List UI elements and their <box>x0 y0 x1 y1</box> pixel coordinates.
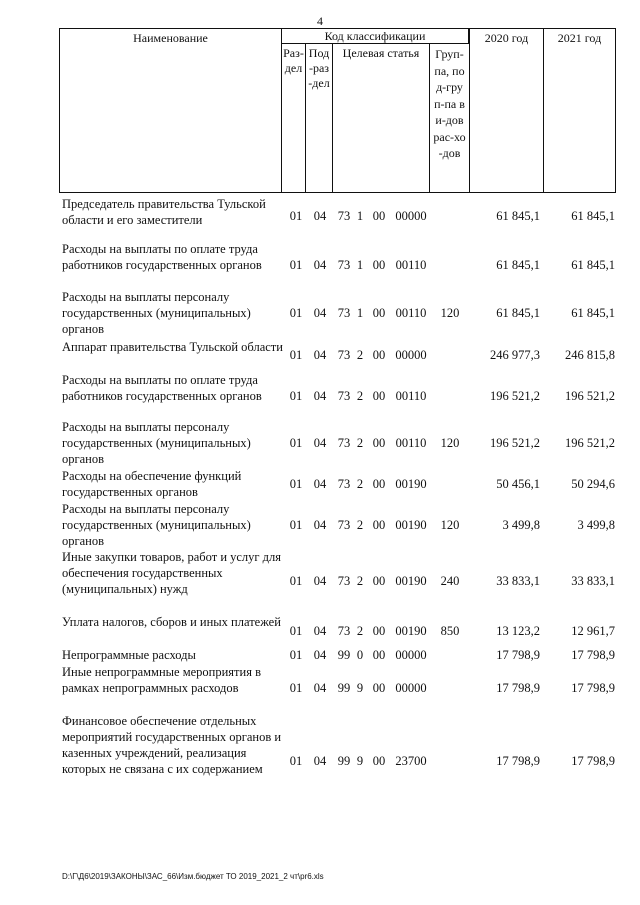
value-2020-cell: 3 499,8 <box>502 518 540 532</box>
target-direction-cell: 23700 <box>395 754 427 768</box>
target-direction-cell: 00190 <box>395 574 427 588</box>
target-program-cell: 99 <box>337 754 351 768</box>
target-measure-cell: 00 <box>372 436 386 450</box>
podrazdel-cell: 04 <box>313 348 327 362</box>
razdel-cell: 01 <box>289 681 303 695</box>
razdel-cell: 01 <box>289 648 303 662</box>
target-program-cell: 73 <box>337 348 351 362</box>
value-2020-cell: 17 798,9 <box>496 754 540 768</box>
header-vid: Груп-па, под-груп-па ви-дов рас-хо-дов <box>433 47 466 160</box>
value-2021-cell: 196 521,2 <box>565 436 615 450</box>
row-name: Расходы на выплаты персоналу государственных (муниципальных) органов <box>62 502 251 548</box>
header-name: Наименование <box>133 31 208 45</box>
vid-cell: 120 <box>440 518 460 532</box>
podrazdel-cell: 04 <box>313 306 327 320</box>
target-subprogram-cell: 2 <box>356 574 364 588</box>
razdel-cell: 01 <box>289 624 303 638</box>
razdel-cell: 01 <box>289 258 303 272</box>
header-2021-cell <box>543 28 616 193</box>
razdel-cell: 01 <box>289 436 303 450</box>
header-target-cell <box>332 43 430 193</box>
value-2021-cell: 17 798,9 <box>571 754 615 768</box>
target-measure-cell: 00 <box>372 209 386 223</box>
header-razdel: Раз-дел <box>283 46 304 75</box>
target-measure-cell: 00 <box>372 648 386 662</box>
target-measure-cell: 00 <box>372 306 386 320</box>
target-subprogram-cell: 2 <box>356 436 364 450</box>
target-program-cell: 73 <box>337 624 351 638</box>
row-name: Председатель правительства Тульской области и его заместители <box>62 197 266 227</box>
target-subprogram-cell: 9 <box>356 754 364 768</box>
target-direction-cell: 00110 <box>395 258 427 272</box>
value-2020-cell: 246 977,3 <box>490 348 540 362</box>
value-2020-cell: 17 798,9 <box>496 681 540 695</box>
header-2020: 2020 год <box>484 31 529 45</box>
target-subprogram-cell: 2 <box>356 518 364 532</box>
value-2021-cell: 61 845,1 <box>571 306 615 320</box>
row-name: Иные закупки товаров, работ и услуг для обеспечения государственных (муниципальных) нужд <box>62 550 282 596</box>
value-2020-cell: 61 845,1 <box>496 306 540 320</box>
target-direction-cell: 00110 <box>395 436 427 450</box>
target-direction-cell: 00110 <box>395 306 427 320</box>
value-2020-cell: 196 521,2 <box>490 436 540 450</box>
target-measure-cell: 00 <box>372 389 386 403</box>
header-vid-cell <box>429 43 470 193</box>
target-subprogram-cell: 1 <box>356 258 364 272</box>
razdel-cell: 01 <box>289 306 303 320</box>
target-subprogram-cell: 1 <box>356 306 364 320</box>
row-name: Расходы на выплаты персоналу государственных (муниципальных) органов <box>62 290 251 336</box>
target-direction-cell: 00110 <box>395 389 427 403</box>
value-2020-cell: 196 521,2 <box>490 389 540 403</box>
target-program-cell: 73 <box>337 209 351 223</box>
target-measure-cell: 00 <box>372 258 386 272</box>
target-subprogram-cell: 2 <box>356 624 364 638</box>
target-measure-cell: 00 <box>372 754 386 768</box>
header-name-cell <box>59 28 282 193</box>
target-program-cell: 73 <box>337 477 351 491</box>
header-2021: 2021 год <box>557 31 602 45</box>
vid-cell: 240 <box>440 574 460 588</box>
row-name: Расходы на обеспечение функций государственных органов <box>62 469 242 499</box>
podrazdel-cell: 04 <box>313 389 327 403</box>
razdel-cell: 01 <box>289 477 303 491</box>
header-podrazdel: Под-раз-дел <box>308 46 330 90</box>
header-2020-cell <box>469 28 544 193</box>
target-program-cell: 99 <box>337 681 351 695</box>
target-direction-cell: 00000 <box>395 348 427 362</box>
razdel-cell: 01 <box>289 348 303 362</box>
value-2021-cell: 196 521,2 <box>565 389 615 403</box>
header-podrazdel-cell <box>305 43 333 193</box>
target-program-cell: 73 <box>337 518 351 532</box>
value-2021-cell: 3 499,8 <box>577 518 615 532</box>
value-2021-cell: 33 833,1 <box>571 574 615 588</box>
value-2020-cell: 61 845,1 <box>496 209 540 223</box>
razdel-cell: 01 <box>289 389 303 403</box>
target-measure-cell: 00 <box>372 624 386 638</box>
row-name: Расходы на выплаты по оплате труда работников государственных органов <box>62 373 262 403</box>
value-2021-cell: 246 815,8 <box>565 348 615 362</box>
vid-cell: 120 <box>440 436 460 450</box>
target-program-cell: 73 <box>337 258 351 272</box>
row-name: Непрограммные расходы <box>62 648 196 662</box>
value-2020-cell: 61 845,1 <box>496 258 540 272</box>
value-2021-cell: 12 961,7 <box>571 624 615 638</box>
target-measure-cell: 00 <box>372 518 386 532</box>
value-2020-cell: 17 798,9 <box>496 648 540 662</box>
podrazdel-cell: 04 <box>313 436 327 450</box>
podrazdel-cell: 04 <box>313 574 327 588</box>
row-name: Иные непрограммные мероприятия в рамках непрограммных расходов <box>62 665 261 695</box>
target-program-cell: 73 <box>337 389 351 403</box>
target-subprogram-cell: 2 <box>356 477 364 491</box>
podrazdel-cell: 04 <box>313 648 327 662</box>
row-name: Аппарат правительства Тульской области <box>62 340 283 354</box>
podrazdel-cell: 04 <box>313 754 327 768</box>
value-2021-cell: 61 845,1 <box>571 258 615 272</box>
target-subprogram-cell: 2 <box>356 389 364 403</box>
target-direction-cell: 00190 <box>395 477 427 491</box>
target-program-cell: 99 <box>337 648 351 662</box>
row-name: Уплата налогов, сборов и иных платежей <box>62 615 281 629</box>
header-code-cell <box>281 28 469 44</box>
row-name: Расходы на выплаты по оплате труда работников государственных органов <box>62 242 262 272</box>
razdel-cell: 01 <box>289 209 303 223</box>
target-measure-cell: 00 <box>372 574 386 588</box>
value-2021-cell: 17 798,9 <box>571 681 615 695</box>
vid-cell: 850 <box>440 624 460 638</box>
target-program-cell: 73 <box>337 436 351 450</box>
target-measure-cell: 00 <box>372 681 386 695</box>
target-subprogram-cell: 0 <box>356 648 364 662</box>
razdel-cell: 01 <box>289 518 303 532</box>
value-2020-cell: 13 123,2 <box>496 624 540 638</box>
razdel-cell: 01 <box>289 574 303 588</box>
vid-cell: 120 <box>440 306 460 320</box>
header-target: Целевая статья <box>342 46 420 60</box>
target-direction-cell: 00000 <box>395 209 427 223</box>
value-2021-cell: 61 845,1 <box>571 209 615 223</box>
target-direction-cell: 00000 <box>395 681 427 695</box>
target-program-cell: 73 <box>337 306 351 320</box>
razdel-cell: 01 <box>289 754 303 768</box>
podrazdel-cell: 04 <box>313 209 327 223</box>
target-direction-cell: 00190 <box>395 518 427 532</box>
podrazdel-cell: 04 <box>313 681 327 695</box>
table-header <box>59 28 616 193</box>
file-path-footer: D:\Г\Д6\2019\ЗАКОНЫ\ЗАС_66\Изм.бюджет ТО 2019_2021_2 чт\pr6.xls <box>62 872 324 881</box>
page-number: 4 <box>317 14 323 28</box>
podrazdel-cell: 04 <box>313 624 327 638</box>
value-2020-cell: 50 456,1 <box>496 477 540 491</box>
row-name: Финансовое обеспечение отдельных мероприятий государственных органов и казенных учреждений, реализация которых не связана с их содержанием <box>62 714 282 776</box>
target-direction-cell: 00000 <box>395 648 427 662</box>
value-2021-cell: 17 798,9 <box>571 648 615 662</box>
podrazdel-cell: 04 <box>313 258 327 272</box>
row-name: Расходы на выплаты персоналу государственных (муниципальных) органов <box>62 420 251 466</box>
header-razdel-cell <box>281 43 306 193</box>
podrazdel-cell: 04 <box>313 518 327 532</box>
target-measure-cell: 00 <box>372 477 386 491</box>
target-subprogram-cell: 2 <box>356 348 364 362</box>
target-subprogram-cell: 9 <box>356 681 364 695</box>
value-2020-cell: 33 833,1 <box>496 574 540 588</box>
value-2021-cell: 50 294,6 <box>571 477 615 491</box>
header-code: Код классификации <box>324 29 426 43</box>
target-measure-cell: 00 <box>372 348 386 362</box>
target-program-cell: 73 <box>337 574 351 588</box>
podrazdel-cell: 04 <box>313 477 327 491</box>
target-subprogram-cell: 1 <box>356 209 364 223</box>
target-direction-cell: 00190 <box>395 624 427 638</box>
